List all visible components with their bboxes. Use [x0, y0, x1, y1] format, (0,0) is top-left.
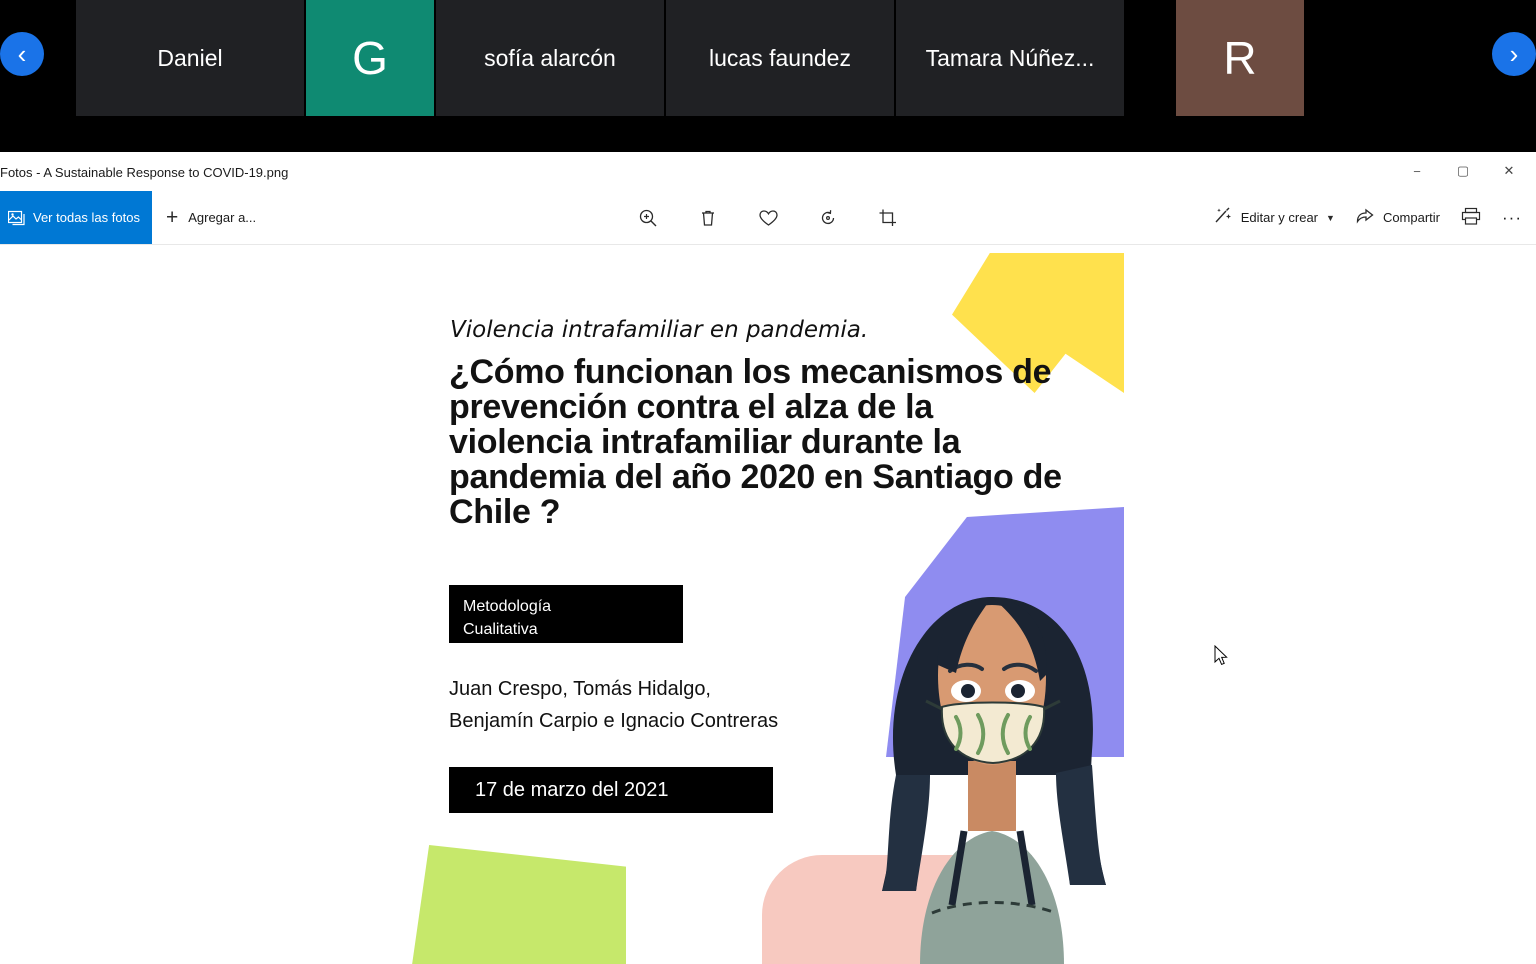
chevron-down-icon: ▼ — [1326, 212, 1335, 223]
plus-icon: + — [165, 205, 179, 229]
toolbar-left-group — [0, 191, 270, 244]
favorite-icon[interactable] — [749, 199, 787, 237]
filmstrip-prev-button[interactable] — [0, 32, 44, 76]
methodology-line-1: Metodología — [463, 598, 552, 615]
image-canvas[interactable] — [0, 245, 1536, 964]
poster-subtitle: Violencia intrafamiliar en pandemia. — [450, 317, 869, 343]
participant-name: sofía alarcón — [484, 44, 616, 71]
poster-authors — [449, 673, 778, 737]
more-options-button[interactable] — [1494, 199, 1530, 237]
participant-avatar-initial: G — [352, 32, 388, 84]
view-all-photos-button[interactable] — [0, 191, 152, 244]
toolbar-center-group — [629, 191, 907, 244]
illustration-woman-with-mask — [860, 525, 1124, 964]
window-titlebar — [0, 152, 1536, 191]
participant-tile[interactable] — [306, 0, 436, 116]
participant-name: Daniel — [157, 44, 223, 71]
methodology-line-2: Cualitativa — [463, 621, 538, 639]
participant-name: Tamara Núñez... — [925, 44, 1095, 71]
photos-toolbar — [0, 191, 1536, 245]
authors-line-2: Benjamín Carpio e Ignacio Contreras — [449, 710, 779, 732]
add-to-label: Agregar a... — [188, 210, 257, 225]
photos-window — [0, 152, 1536, 964]
ellipsis-icon: ··· — [1502, 207, 1522, 227]
close-button[interactable] — [1486, 156, 1532, 186]
poster-date-badge: 17 de marzo del 2021 — [449, 767, 773, 813]
decor-green-shape — [412, 845, 626, 964]
share-label: Compartir — [1382, 210, 1441, 225]
view-all-photos-label: Ver todas las fotos — [33, 210, 140, 225]
chevron-left-icon: ‹ — [17, 39, 27, 69]
print-button[interactable] — [1452, 199, 1490, 237]
share-button[interactable] — [1347, 199, 1448, 237]
participant-tile[interactable] — [1176, 0, 1306, 116]
poster-image — [412, 245, 1124, 964]
photos-collection-icon — [8, 210, 26, 226]
participant-tile[interactable] — [76, 0, 306, 116]
poster-title: ¿Cómo funcionan los mecanismos de prevención contra el alza de la violencia intrafamiliar durante la pandemia del año 2020 en Santiago de Chile ? — [449, 353, 1062, 532]
authors-line-1: Juan Crespo, Tomás Hidalgo, — [449, 678, 711, 700]
delete-icon[interactable] — [689, 199, 727, 237]
printer-icon — [1460, 206, 1482, 229]
maximize-icon: ▢ — [1456, 163, 1470, 178]
strip-gap — [1126, 0, 1176, 116]
magic-wand-icon — [1213, 206, 1233, 229]
toolbar-right-group — [1205, 191, 1530, 244]
participant-tile[interactable] — [666, 0, 896, 116]
minimize-icon: − — [1413, 163, 1421, 179]
crop-icon[interactable] — [869, 199, 907, 237]
participant-name: lucas faundez — [709, 44, 851, 71]
poster-methodology-badge — [449, 585, 683, 643]
participant-tile[interactable] — [896, 0, 1126, 116]
chevron-right-icon: › — [1509, 39, 1519, 69]
filmstrip-next-button[interactable] — [1492, 32, 1536, 76]
maximize-button[interactable] — [1440, 156, 1486, 186]
edit-and-create-button[interactable] — [1205, 199, 1343, 237]
participant-strip — [0, 0, 1536, 116]
mouse-cursor — [1214, 645, 1228, 666]
zoom-icon[interactable] — [629, 199, 667, 237]
close-icon: ✕ — [1503, 163, 1515, 178]
add-to-button[interactable] — [152, 191, 270, 244]
minimize-button[interactable] — [1394, 156, 1440, 186]
participant-avatar-initial: R — [1223, 32, 1257, 84]
rotate-icon[interactable] — [809, 199, 847, 237]
window-title: Fotos - A Sustainable Response to COVID-19.png — [0, 165, 289, 180]
share-icon — [1355, 206, 1375, 229]
edit-and-create-label: Editar y crear — [1240, 210, 1319, 225]
participant-tile[interactable] — [436, 0, 666, 116]
window-controls — [1394, 152, 1532, 190]
meeting-filmstrip — [0, 0, 1536, 152]
